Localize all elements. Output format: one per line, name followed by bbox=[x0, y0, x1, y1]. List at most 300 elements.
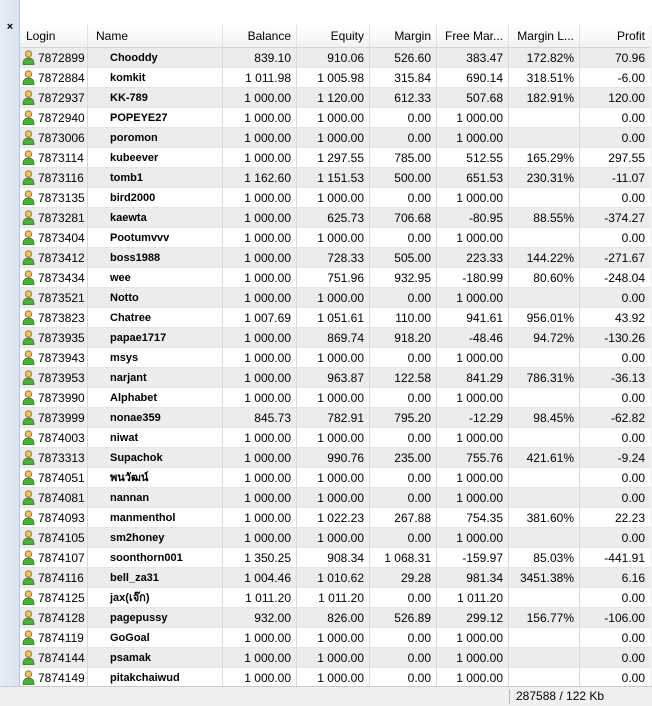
cell-margin-level: 182.91% bbox=[509, 88, 580, 108]
cell-margin-level: 172.82% bbox=[509, 48, 580, 68]
cell-profit: 6.16 bbox=[580, 568, 650, 588]
table-row[interactable] bbox=[20, 668, 650, 688]
login-value: 7873404 bbox=[38, 230, 85, 245]
login-value: 7874119 bbox=[38, 630, 84, 645]
cell-profit: 0.00 bbox=[580, 128, 650, 148]
login-value: 7873953 bbox=[38, 370, 85, 385]
login-value: 7873823 bbox=[38, 310, 85, 325]
cell-balance: 1 162.60 bbox=[223, 168, 297, 188]
cell-margin: 918.20 bbox=[370, 328, 437, 348]
cell-balance: 1 000.00 bbox=[223, 148, 297, 168]
login-value: 7874125 bbox=[38, 590, 85, 605]
column-header-profit[interactable]: Profit bbox=[616, 29, 645, 43]
user-icon bbox=[22, 630, 35, 645]
table-row[interactable] bbox=[20, 248, 650, 268]
cell-login bbox=[20, 68, 88, 88]
cell-free-margin: 1 000.00 bbox=[437, 668, 509, 688]
user-icon bbox=[22, 410, 35, 425]
cell-login bbox=[20, 108, 88, 128]
cell-balance: 845.73 bbox=[223, 408, 297, 428]
login-value: 7873521 bbox=[38, 290, 85, 305]
cell-name: manmenthol bbox=[88, 508, 223, 528]
user-icon bbox=[22, 150, 35, 165]
cell-equity: 1 000.00 bbox=[297, 468, 370, 488]
cell-profit: 43.92 bbox=[580, 308, 650, 328]
cell-login bbox=[20, 608, 88, 628]
cell-margin-level bbox=[509, 388, 580, 408]
cell-equity: 1 297.55 bbox=[297, 148, 370, 168]
table-row[interactable] bbox=[20, 128, 650, 148]
user-icon bbox=[22, 370, 35, 385]
cell-margin-level: 80.60% bbox=[509, 268, 580, 288]
cell-free-margin: 383.47 bbox=[437, 48, 509, 68]
cell-name: pagepussy bbox=[88, 608, 223, 628]
cell-margin: 0.00 bbox=[370, 648, 437, 668]
cell-margin: 315.84 bbox=[370, 68, 437, 88]
cell-name: KK-789 bbox=[88, 88, 223, 108]
cell-name: pitakchaiwud bbox=[88, 668, 223, 688]
cell-name: พนวัฒน์ bbox=[88, 468, 223, 488]
column-header-balance[interactable]: Balance bbox=[223, 25, 297, 47]
cell-margin-level: 786.31% bbox=[509, 368, 580, 388]
cell-free-margin: 755.76 bbox=[437, 448, 509, 468]
cell-profit: 0.00 bbox=[580, 628, 650, 648]
cell-profit: 0.00 bbox=[580, 228, 650, 248]
cell-name: Chooddy bbox=[88, 48, 223, 68]
login-value: 7873434 bbox=[38, 270, 85, 285]
cell-margin: 29.28 bbox=[370, 568, 437, 588]
login-value: 7874149 bbox=[38, 670, 85, 685]
cell-free-margin: 1 000.00 bbox=[437, 488, 509, 508]
cell-free-margin: 1 000.00 bbox=[437, 648, 509, 668]
status-traffic: 287588 / 122 Kb bbox=[516, 689, 605, 703]
cell-margin-level bbox=[509, 348, 580, 368]
cell-equity: 1 151.53 bbox=[297, 168, 370, 188]
cell-free-margin: 651.53 bbox=[437, 168, 509, 188]
table-row[interactable] bbox=[20, 368, 650, 388]
cell-login bbox=[20, 88, 88, 108]
cell-equity: 1 000.00 bbox=[297, 428, 370, 448]
cell-profit: 0.00 bbox=[580, 528, 650, 548]
cell-balance: 932.00 bbox=[223, 608, 297, 628]
cell-balance: 1 000.00 bbox=[223, 508, 297, 528]
table-header bbox=[20, 25, 650, 48]
cell-free-margin: -80.95 bbox=[437, 208, 509, 228]
cell-balance: 1 000.00 bbox=[223, 228, 297, 248]
cell-margin-level: 421.61% bbox=[509, 448, 580, 468]
user-icon bbox=[22, 330, 35, 345]
cell-margin-level bbox=[509, 228, 580, 248]
cell-balance: 1 011.20 bbox=[223, 588, 297, 608]
cell-free-margin: 841.29 bbox=[437, 368, 509, 388]
user-icon bbox=[22, 130, 35, 145]
login-value: 7872940 bbox=[38, 110, 85, 125]
close-icon[interactable]: × bbox=[6, 21, 14, 33]
table-row[interactable] bbox=[20, 608, 650, 628]
cell-login bbox=[20, 128, 88, 148]
cell-balance: 1 000.00 bbox=[223, 268, 297, 288]
cell-free-margin: -159.97 bbox=[437, 548, 509, 568]
table-row[interactable] bbox=[20, 148, 650, 168]
cell-margin: 795.20 bbox=[370, 408, 437, 428]
table-row[interactable] bbox=[20, 548, 650, 568]
cell-profit: -271.67 bbox=[580, 248, 650, 268]
table-row[interactable] bbox=[20, 508, 650, 528]
cell-profit: 0.00 bbox=[580, 668, 650, 688]
cell-profit: 0.00 bbox=[580, 488, 650, 508]
cell-equity: 782.91 bbox=[297, 408, 370, 428]
cell-equity: 990.76 bbox=[297, 448, 370, 468]
table-row[interactable] bbox=[20, 108, 650, 128]
column-header-name[interactable]: Name bbox=[88, 25, 223, 47]
user-icon bbox=[22, 190, 35, 205]
cell-margin: 0.00 bbox=[370, 388, 437, 408]
cell-equity: 1 000.00 bbox=[297, 648, 370, 668]
cell-margin-level: 956.01% bbox=[509, 308, 580, 328]
table-row[interactable] bbox=[20, 468, 650, 488]
cell-profit: 22.23 bbox=[580, 508, 650, 528]
cell-free-margin: 690.14 bbox=[437, 68, 509, 88]
login-value: 7873943 bbox=[38, 350, 85, 365]
user-icon bbox=[22, 450, 35, 465]
cell-profit: -248.04 bbox=[580, 268, 650, 288]
cell-margin-level bbox=[509, 668, 580, 688]
user-icon bbox=[22, 350, 35, 365]
cell-equity: 869.74 bbox=[297, 328, 370, 348]
cell-profit: 0.00 bbox=[580, 348, 650, 368]
login-value: 7873006 bbox=[38, 130, 85, 145]
user-icon bbox=[22, 70, 35, 85]
table-row[interactable] bbox=[20, 528, 650, 548]
cell-margin: 505.00 bbox=[370, 248, 437, 268]
table-row[interactable] bbox=[20, 168, 650, 188]
cell-margin: 0.00 bbox=[370, 528, 437, 548]
cell-free-margin: 941.61 bbox=[437, 308, 509, 328]
login-value: 7874116 bbox=[38, 570, 84, 585]
cell-name: bell_za31 bbox=[88, 568, 223, 588]
table-row[interactable] bbox=[20, 308, 650, 328]
cell-balance: 1 350.25 bbox=[223, 548, 297, 568]
cell-margin: 0.00 bbox=[370, 488, 437, 508]
table-row[interactable] bbox=[20, 348, 650, 368]
cell-name: psamak bbox=[88, 648, 223, 668]
status-separator bbox=[509, 689, 510, 704]
cell-margin: 0.00 bbox=[370, 588, 437, 608]
login-value: 7874051 bbox=[38, 470, 85, 485]
cell-profit: -62.82 bbox=[580, 408, 650, 428]
table-row[interactable] bbox=[20, 408, 650, 428]
cell-balance: 1 007.69 bbox=[223, 308, 297, 328]
cell-free-margin: 512.55 bbox=[437, 148, 509, 168]
cell-equity: 1 010.62 bbox=[297, 568, 370, 588]
cell-balance: 1 000.00 bbox=[223, 448, 297, 468]
cell-equity: 826.00 bbox=[297, 608, 370, 628]
cell-free-margin: 1 000.00 bbox=[437, 108, 509, 128]
cell-equity: 625.73 bbox=[297, 208, 370, 228]
cell-margin: 0.00 bbox=[370, 468, 437, 488]
cell-login bbox=[20, 368, 88, 388]
cell-login bbox=[20, 528, 88, 548]
column-header-equity[interactable]: Equity bbox=[297, 25, 370, 47]
cell-equity: 1 000.00 bbox=[297, 528, 370, 548]
cell-profit: 0.00 bbox=[580, 428, 650, 448]
cell-name: POPEYE27 bbox=[88, 108, 223, 128]
cell-equity: 1 022.23 bbox=[297, 508, 370, 528]
cell-login bbox=[20, 388, 88, 408]
column-header-margin[interactable]: Margin bbox=[370, 25, 437, 47]
user-icon bbox=[22, 490, 35, 505]
login-value: 7873935 bbox=[38, 330, 85, 345]
cell-profit: -130.26 bbox=[580, 328, 650, 348]
cell-margin-level bbox=[509, 648, 580, 668]
cell-balance: 1 011.98 bbox=[223, 68, 297, 88]
cell-balance: 1 000.00 bbox=[223, 88, 297, 108]
cell-balance: 1 000.00 bbox=[223, 388, 297, 408]
cell-profit: 0.00 bbox=[580, 288, 650, 308]
cell-free-margin: -180.99 bbox=[437, 268, 509, 288]
cell-balance: 1 000.00 bbox=[223, 288, 297, 308]
table-row[interactable] bbox=[20, 68, 650, 88]
user-icon bbox=[22, 390, 35, 405]
user-icon bbox=[22, 530, 35, 545]
cell-equity: 908.34 bbox=[297, 548, 370, 568]
cell-login bbox=[20, 468, 88, 488]
cell-free-margin: 1 000.00 bbox=[437, 288, 509, 308]
cell-equity: 1 000.00 bbox=[297, 628, 370, 648]
cell-equity: 1 000.00 bbox=[297, 228, 370, 248]
cell-balance: 1 000.00 bbox=[223, 668, 297, 688]
cell-margin: 0.00 bbox=[370, 108, 437, 128]
cell-equity: 1 005.98 bbox=[297, 68, 370, 88]
cell-profit: 70.96 bbox=[580, 48, 650, 68]
cell-name: boss1988 bbox=[88, 248, 223, 268]
cell-margin-level bbox=[509, 628, 580, 648]
cell-profit: 297.55 bbox=[580, 148, 650, 168]
user-icon bbox=[22, 650, 35, 665]
cell-name: msys bbox=[88, 348, 223, 368]
cell-margin-level bbox=[509, 428, 580, 448]
cell-margin: 785.00 bbox=[370, 148, 437, 168]
cell-margin-level: 98.45% bbox=[509, 408, 580, 428]
cell-margin: 0.00 bbox=[370, 288, 437, 308]
login-value: 7872899 bbox=[38, 50, 85, 65]
cell-free-margin: -48.46 bbox=[437, 328, 509, 348]
cell-margin: 500.00 bbox=[370, 168, 437, 188]
login-value: 7872937 bbox=[38, 90, 85, 105]
cell-balance: 1 000.00 bbox=[223, 248, 297, 268]
user-icon bbox=[22, 50, 35, 65]
cell-login bbox=[20, 268, 88, 288]
login-value: 7874128 bbox=[38, 610, 85, 625]
cell-margin-level bbox=[509, 128, 580, 148]
cell-margin-level: 318.51% bbox=[509, 68, 580, 88]
cell-margin-level: 3451.38% bbox=[509, 568, 580, 588]
cell-margin: 526.89 bbox=[370, 608, 437, 628]
login-value: 7874093 bbox=[38, 510, 85, 525]
cell-margin-level: 156.77% bbox=[509, 608, 580, 628]
cell-name: niwat bbox=[88, 428, 223, 448]
cell-name: nonae359 bbox=[88, 408, 223, 428]
login-value: 7873135 bbox=[38, 190, 85, 205]
cell-margin-level: 144.22% bbox=[509, 248, 580, 268]
user-icon bbox=[22, 90, 35, 105]
cell-free-margin: 754.35 bbox=[437, 508, 509, 528]
cell-login bbox=[20, 248, 88, 268]
cell-profit: -9.24 bbox=[580, 448, 650, 468]
login-value: 7874081 bbox=[38, 490, 85, 505]
table-row[interactable] bbox=[20, 208, 650, 228]
cell-name: jax(เจ๊ก) bbox=[88, 588, 223, 608]
user-icon bbox=[22, 590, 35, 605]
table-body bbox=[20, 48, 650, 688]
user-icon bbox=[22, 250, 35, 265]
cell-name: bird2000 bbox=[88, 188, 223, 208]
user-icon bbox=[22, 470, 35, 485]
cell-margin: 526.60 bbox=[370, 48, 437, 68]
cell-profit: 0.00 bbox=[580, 108, 650, 128]
cell-margin-level bbox=[509, 108, 580, 128]
cell-login bbox=[20, 548, 88, 568]
cell-margin: 0.00 bbox=[370, 348, 437, 368]
cell-login bbox=[20, 508, 88, 528]
cell-equity: 1 051.61 bbox=[297, 308, 370, 328]
cell-equity: 1 000.00 bbox=[297, 488, 370, 508]
table-row[interactable] bbox=[20, 268, 650, 288]
cell-name: GoGoal bbox=[88, 628, 223, 648]
cell-profit: 0.00 bbox=[580, 648, 650, 668]
cell-free-margin: 1 000.00 bbox=[437, 188, 509, 208]
column-header-free-margin[interactable]: Free Mar... bbox=[437, 25, 509, 47]
cell-margin: 932.95 bbox=[370, 268, 437, 288]
user-icon bbox=[22, 550, 35, 565]
login-value: 7872884 bbox=[38, 70, 85, 85]
login-value: 7873999 bbox=[38, 410, 85, 425]
cell-balance: 1 000.00 bbox=[223, 488, 297, 508]
cell-login bbox=[20, 648, 88, 668]
table-row[interactable] bbox=[20, 188, 650, 208]
cell-profit: -441.91 bbox=[580, 548, 650, 568]
cell-free-margin: 981.34 bbox=[437, 568, 509, 588]
cell-login bbox=[20, 428, 88, 448]
table-row[interactable] bbox=[20, 628, 650, 648]
table-row[interactable] bbox=[20, 228, 650, 248]
cell-margin-level: 230.31% bbox=[509, 168, 580, 188]
cell-balance: 1 000.00 bbox=[223, 128, 297, 148]
accounts-table bbox=[20, 25, 650, 688]
cell-name: wee bbox=[88, 268, 223, 288]
user-icon bbox=[22, 570, 35, 585]
cell-margin: 0.00 bbox=[370, 228, 437, 248]
cell-margin: 0.00 bbox=[370, 668, 437, 688]
cell-profit: 120.00 bbox=[580, 88, 650, 108]
cell-profit: -6.00 bbox=[580, 68, 650, 88]
cell-margin: 122.58 bbox=[370, 368, 437, 388]
cell-login bbox=[20, 168, 88, 188]
user-icon bbox=[22, 510, 35, 525]
login-value: 7873281 bbox=[38, 210, 85, 225]
table-row[interactable] bbox=[20, 448, 650, 468]
cell-login bbox=[20, 628, 88, 648]
login-value: 7873313 bbox=[38, 450, 85, 465]
cell-name: Supachok bbox=[88, 448, 223, 468]
table-row[interactable] bbox=[20, 568, 650, 588]
cell-profit: 0.00 bbox=[580, 588, 650, 608]
cell-free-margin: 1 000.00 bbox=[437, 228, 509, 248]
cell-name: kubeever bbox=[88, 148, 223, 168]
cell-login bbox=[20, 48, 88, 68]
table-row[interactable] bbox=[20, 588, 650, 608]
table-row[interactable] bbox=[20, 428, 650, 448]
cell-profit: -36.13 bbox=[580, 368, 650, 388]
cell-margin-level: 381.60% bbox=[509, 508, 580, 528]
table-row[interactable] bbox=[20, 288, 650, 308]
user-icon bbox=[22, 610, 35, 625]
user-icon bbox=[22, 170, 35, 185]
cell-name: Notto bbox=[88, 288, 223, 308]
cell-free-margin: 507.68 bbox=[437, 88, 509, 108]
cell-free-margin: 1 011.20 bbox=[437, 588, 509, 608]
cell-name: tomb1 bbox=[88, 168, 223, 188]
login-value: 7874144 bbox=[38, 650, 85, 665]
cell-name: papae1717 bbox=[88, 328, 223, 348]
cell-margin: 706.68 bbox=[370, 208, 437, 228]
cell-profit: 0.00 bbox=[580, 468, 650, 488]
cell-balance: 1 000.00 bbox=[223, 108, 297, 128]
cell-margin: 0.00 bbox=[370, 128, 437, 148]
cell-login bbox=[20, 348, 88, 368]
cell-name: sm2honey bbox=[88, 528, 223, 548]
cell-free-margin: 1 000.00 bbox=[437, 388, 509, 408]
cell-profit: 0.00 bbox=[580, 188, 650, 208]
cell-equity: 963.87 bbox=[297, 368, 370, 388]
login-value: 7873412 bbox=[38, 250, 85, 265]
cell-name: poromon bbox=[88, 128, 223, 148]
cell-login bbox=[20, 288, 88, 308]
cell-free-margin: 1 000.00 bbox=[437, 348, 509, 368]
cell-profit: -106.00 bbox=[580, 608, 650, 628]
column-header-margin-level[interactable]: Margin L... bbox=[509, 25, 580, 47]
cell-balance: 1 000.00 bbox=[223, 328, 297, 348]
cell-margin: 235.00 bbox=[370, 448, 437, 468]
cell-margin: 0.00 bbox=[370, 188, 437, 208]
cell-equity: 910.06 bbox=[297, 48, 370, 68]
cell-login bbox=[20, 208, 88, 228]
cell-balance: 1 004.46 bbox=[223, 568, 297, 588]
login-value: 7874003 bbox=[38, 430, 85, 445]
cell-name: nannan bbox=[88, 488, 223, 508]
column-header-login[interactable]: Login bbox=[20, 25, 88, 47]
table-row[interactable] bbox=[20, 328, 650, 348]
table-row[interactable] bbox=[20, 388, 650, 408]
cell-margin: 110.00 bbox=[370, 308, 437, 328]
cell-login bbox=[20, 188, 88, 208]
login-value: 7873990 bbox=[38, 390, 85, 405]
cell-margin-level: 85.03% bbox=[509, 548, 580, 568]
cell-margin: 0.00 bbox=[370, 428, 437, 448]
login-value: 7873116 bbox=[38, 170, 84, 185]
panel-side-strip bbox=[0, 0, 20, 686]
table-row[interactable] bbox=[20, 48, 650, 68]
login-value: 7874105 bbox=[38, 530, 85, 545]
cell-equity: 1 120.00 bbox=[297, 88, 370, 108]
table-row[interactable] bbox=[20, 88, 650, 108]
cell-login bbox=[20, 328, 88, 348]
cell-balance: 1 000.00 bbox=[223, 628, 297, 648]
cell-free-margin: 223.33 bbox=[437, 248, 509, 268]
table-row[interactable] bbox=[20, 488, 650, 508]
table-row[interactable] bbox=[20, 648, 650, 668]
cell-margin: 1 068.31 bbox=[370, 548, 437, 568]
